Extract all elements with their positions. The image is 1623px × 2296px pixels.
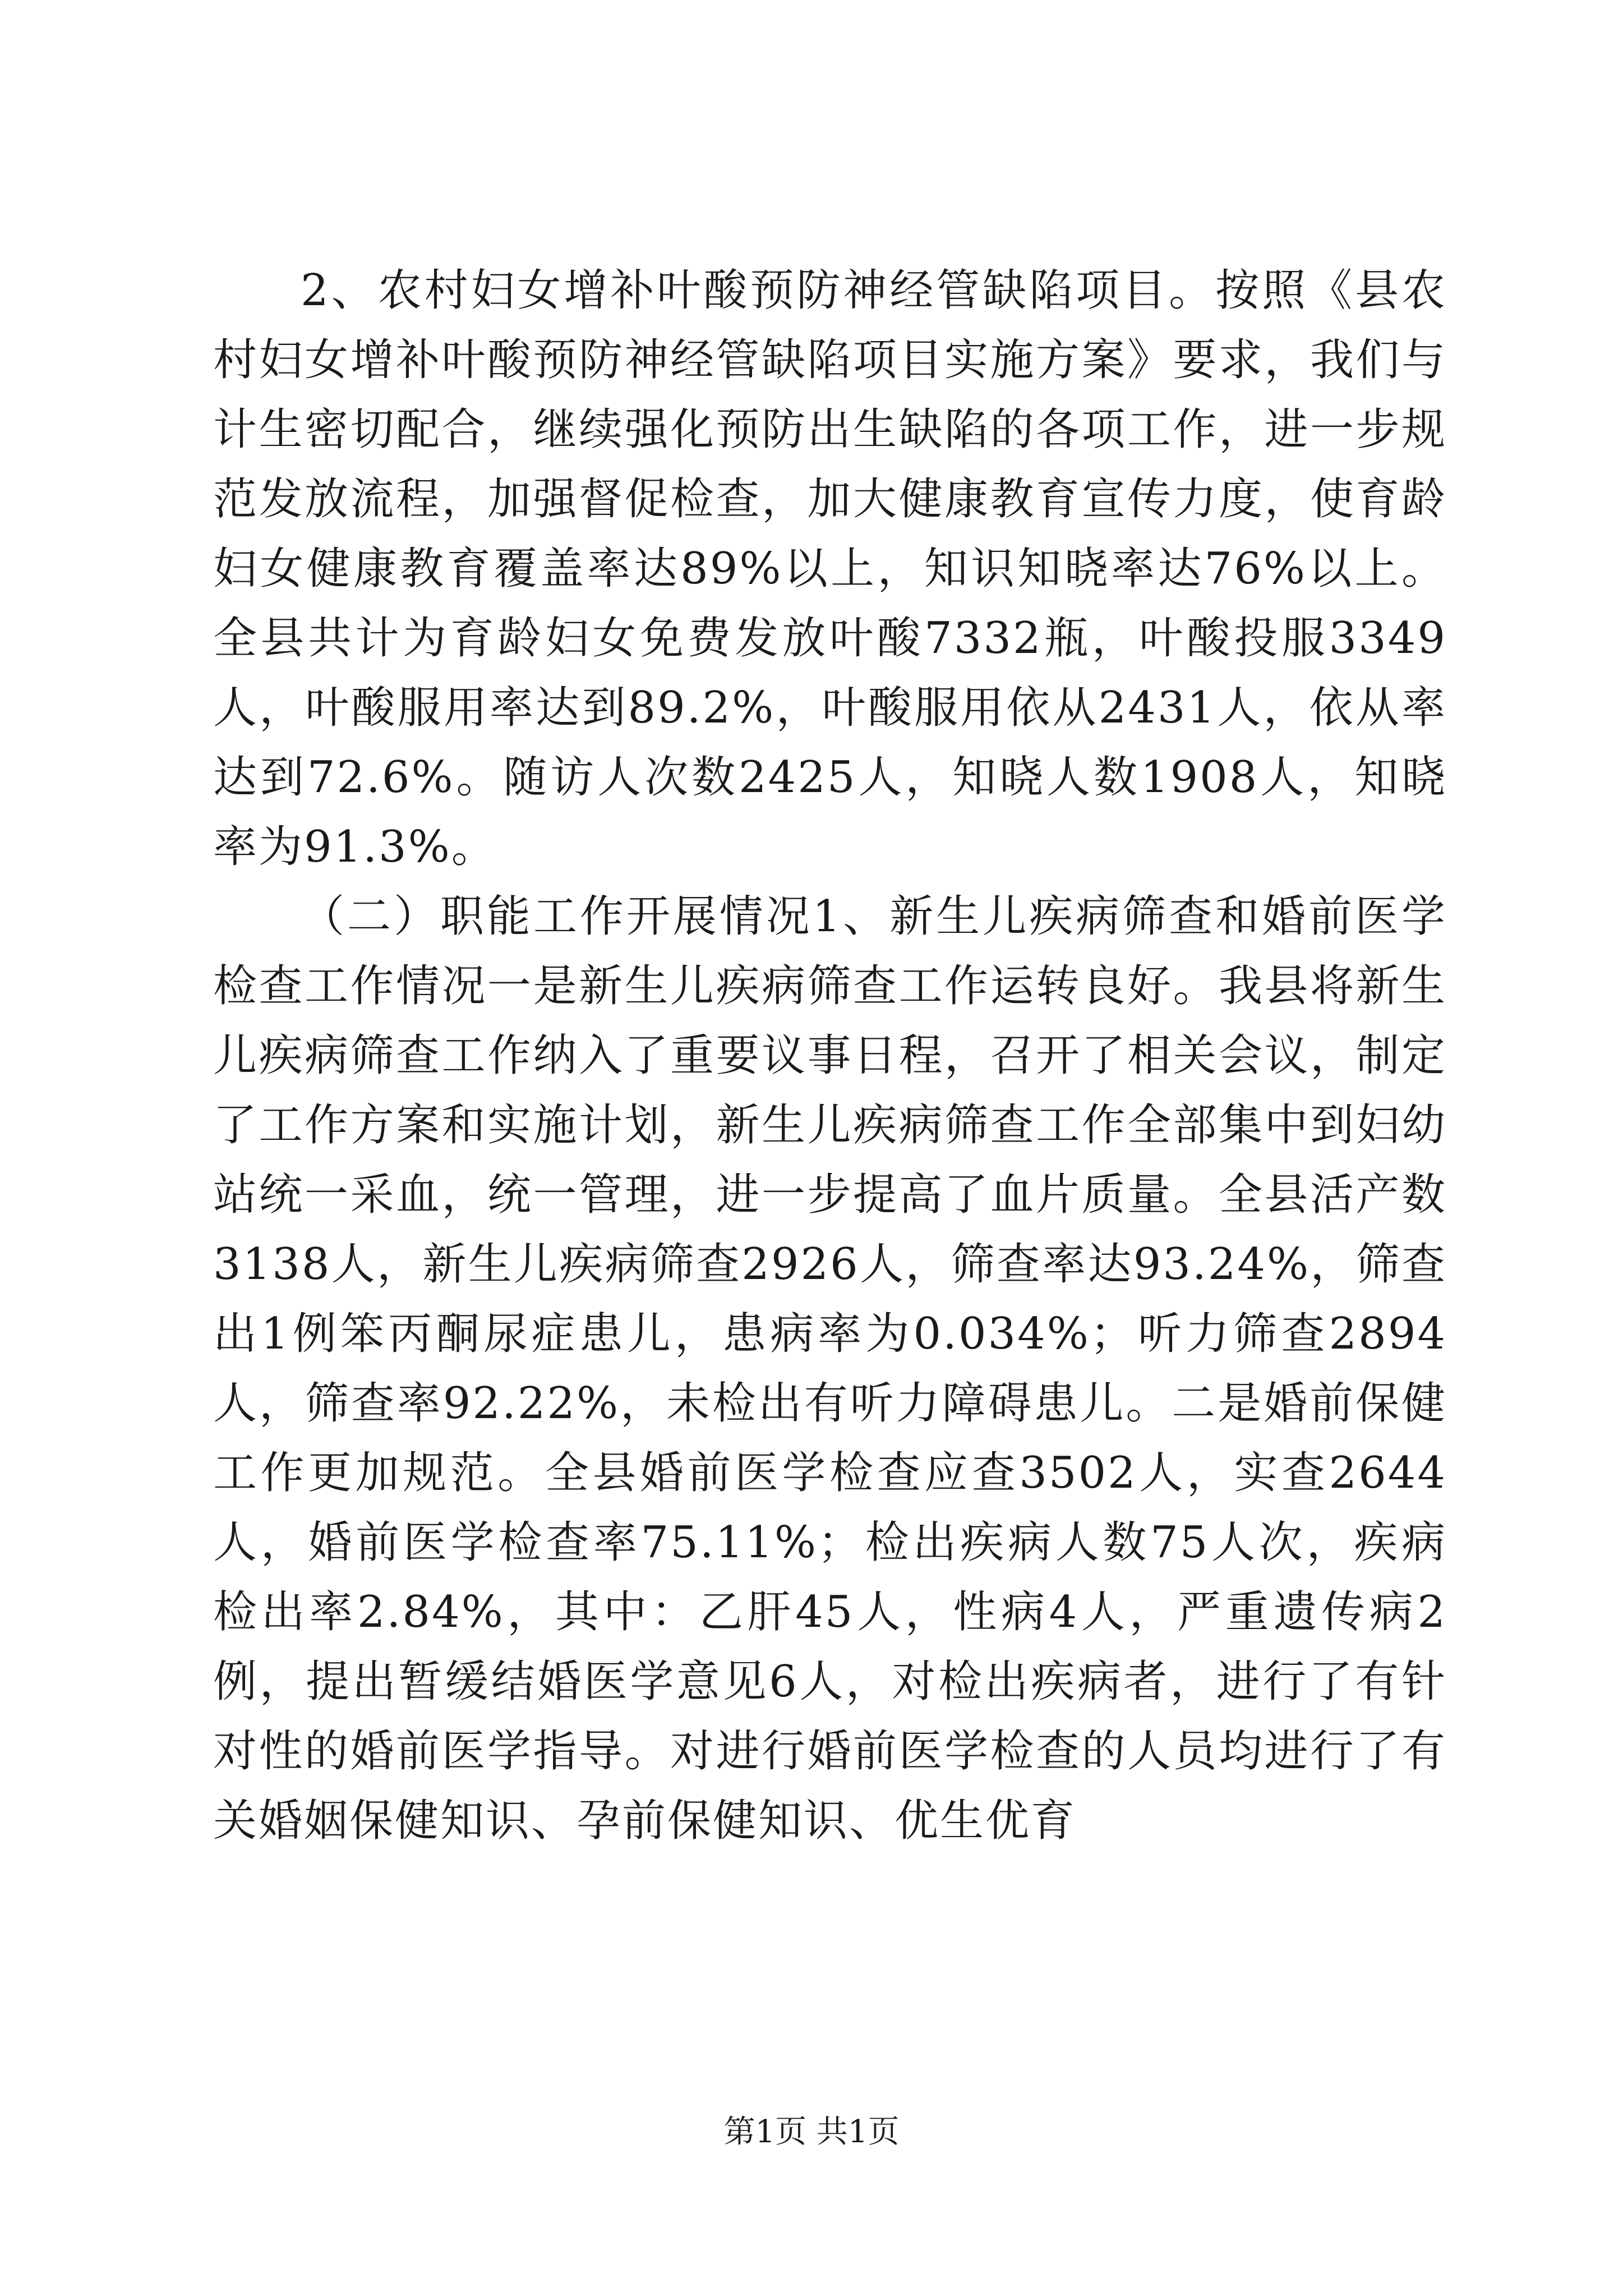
document-body	[213, 256, 1447, 1856]
page-footer: 第1页 共1页	[723, 2114, 900, 2150]
paragraph-folic-acid-project: 2、农村妇女增补叶酸预防神经管缺陷项目。按照《县农村妇女增补叶酸预防神经管缺陷项目实施方案》要求，我们与计生密切配合，继续强化预防出生缺陷的各项工作，进一步规范发放流程，加强督促检查，加大健康教育宣传力度，使育龄妇女健康教育覆盖率达89%以上，知识知晓率达76%以上。全县共计为育龄妇女免费发放叶酸7332瓶，叶酸投服3349人，叶酸服用率达到89.2%，叶酸服用依从2431人，依从率达到72.6%。随访人次数2425人，知晓人数1908人，知晓率为91.3%。	[213, 265, 1447, 872]
paragraph-functional-work: （二）职能工作开展情况1、新生儿疾病筛查和婚前医学检查工作情况一是新生儿疾病筛查工作运转良好。我县将新生儿疾病筛查工作纳入了重要议事日程，召开了相关会议，制定了工作方案和实施计划，新生儿疾病筛查工作全部集中到妇幼站统一采血，统一管理，进一步提高了血片质量。全县活产数3138人，新生儿疾病筛查2926人，筛查率达93.24%，筛查出1例笨丙酮尿症患儿，患病率为0.034%；听力筛查2894人，筛查率92.22%，未检出有听力障碍患儿。二是婚前保健工作更加规范。全县婚前医学检查应查3502人，实查2644人，婚前医学检查率75.11%；检出疾病人数75人次，疾病检出率2.84%，其中：乙肝45人，性病4人，严重遗传病2例，提出暂缓结婚医学意见6人，对检出疾病者，进行了有针对性的婚前医学指导。对进行婚前医学检查的人员均进行了有关婚姻保健知识、孕前保健知识、优生优育	[213, 891, 1447, 1846]
